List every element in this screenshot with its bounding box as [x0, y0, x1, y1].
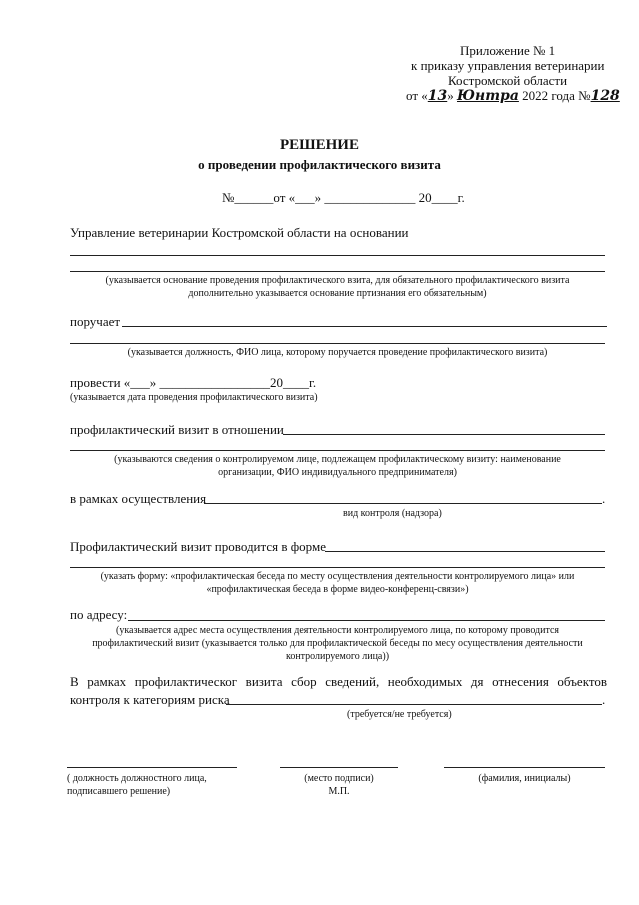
hint-control-type: вид контроля (надзора): [343, 508, 442, 519]
signature-place-line: [280, 767, 398, 768]
signature-position-line: [67, 767, 237, 768]
regarding-label: профилактический визит в отношении: [70, 422, 284, 437]
hint-basis-1: (указывается основание проведения профилактического взита, для обязательного профилактического визита: [105, 275, 570, 286]
appendix-line-1: Приложение № 1: [460, 43, 556, 58]
handwritten-number: 128: [590, 88, 620, 104]
person-line: [70, 343, 605, 344]
page-subtitle: о проведении профилактического визита: [198, 157, 441, 172]
signature-name: (фамилия, инициалы): [478, 773, 571, 784]
form-line-2: [70, 567, 605, 568]
signature-position-2: подписавшего решение): [67, 786, 171, 797]
hint-person: (указывается должность, ФИО лица, которому поручается проведение профилактического визита): [127, 347, 548, 358]
date-year-number: 2022 года №: [522, 88, 591, 103]
hint-risk: (требуется/не требуется): [347, 709, 452, 720]
assigns-label: поручает: [70, 314, 121, 329]
handwritten-month: Юнтра: [457, 88, 519, 104]
address-line: [128, 620, 605, 621]
basis-line-2: [70, 271, 605, 272]
hint-date: (указывается дата проведения профилактического визита): [70, 392, 318, 403]
hint-controlled-2: организации, ФИО индивидуального предпринимателя): [218, 467, 457, 478]
conduct-date-line: провести «___» _________________20____г.: [70, 375, 317, 390]
risk-text-1: В рамках профилактическог визита сбор сведений, необходимых дя отнесения объектов: [70, 674, 607, 689]
within-period: .: [602, 491, 606, 506]
form-label: Профилактический визит проводится в форме: [70, 539, 326, 554]
decision-number-line: №______от «___» ______________ 20____г.: [222, 190, 465, 205]
appendix-line-2: к приказу управления ветеринарии: [411, 58, 605, 73]
hint-form-2: «профилактическая беседа в форме видео-конференц-связи»): [206, 584, 469, 595]
intro-text: Управление ветеринарии Костромской области на основании: [70, 225, 409, 240]
signature-seal: М.П.: [328, 786, 350, 797]
hint-basis-2: дополнительно указывается основание пртизнания его обязательным): [188, 288, 487, 299]
appendix-date-line: [406, 88, 620, 104]
controlled-line: [70, 450, 605, 451]
hint-address-2: профилактический визит (указывается только для профилактической беседы по месу осуществления деятельности: [92, 638, 583, 649]
page-title: РЕШЕНИЕ: [280, 137, 359, 153]
hint-address-3: контролируемого лица)): [285, 651, 390, 662]
date-day-suffix: »: [447, 88, 454, 103]
risk-text-2: контроля к категориям риска: [70, 692, 230, 707]
basis-line-1: [70, 255, 605, 256]
hint-address-1: (указывается адрес места осуществления деятельности контролируемого лица, по которому проводится: [115, 625, 560, 636]
appendix-line-3: Костромской области: [448, 73, 568, 88]
address-label: по адресу:: [70, 607, 128, 622]
signature-position-1: ( должность должностного лица,: [67, 773, 207, 784]
date-prefix: от «: [406, 88, 428, 103]
signature-place: (место подписи): [304, 773, 374, 784]
form-line: [325, 551, 605, 552]
regarding-line: [283, 434, 605, 435]
signature-name-line: [444, 767, 605, 768]
hint-form-1: (указать форму: «профилактическая беседа по месту осуществления деятельности контролируемого лица» или: [100, 571, 575, 582]
risk-period: .: [602, 692, 606, 707]
risk-line: [226, 704, 602, 705]
within-label: в рамках осуществления: [70, 491, 207, 506]
assigns-line: [122, 326, 607, 327]
handwritten-day: 13: [427, 88, 448, 104]
hint-controlled-1: (указываются сведения о контролируемом лице, подлежащем профилактическому визиту: наименование: [114, 454, 561, 465]
within-line: [204, 503, 602, 504]
